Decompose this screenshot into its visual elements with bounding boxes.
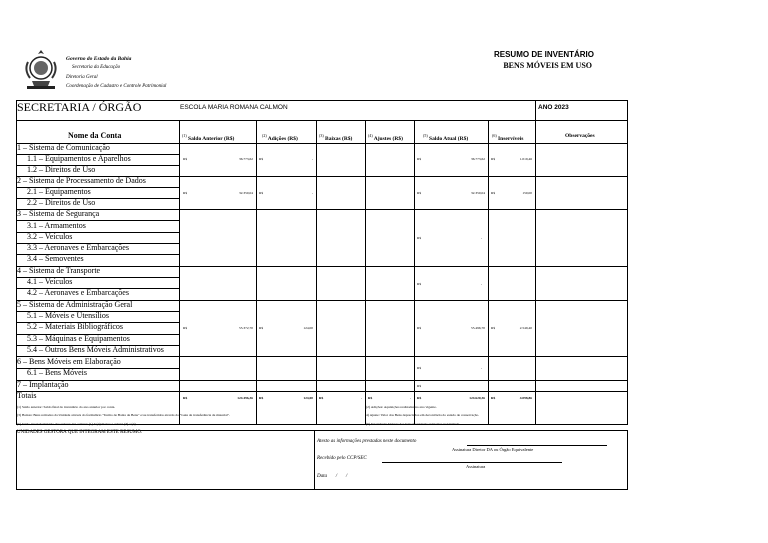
signature-line	[467, 445, 607, 446]
account-row: 3.3 – Aeronaves e Embarcações	[27, 243, 129, 252]
account-row: 5 – Sistema de Administração Geral	[17, 300, 133, 309]
signature-divider	[314, 430, 315, 490]
secretaria-value: ESCOLA MARIA ROMANA CALMON	[180, 104, 288, 111]
account-row: 5.2 – Materiais Bibliográficos	[27, 322, 123, 331]
atesto-label: Atesto as informações prestadas neste documento	[317, 439, 417, 444]
account-row: 3.2 – Veículos	[27, 232, 73, 241]
account-row: 2.1 – Equipamentos	[27, 187, 91, 196]
group-divider	[16, 209, 628, 210]
account-row: 3 – Sistema de Segurança	[17, 209, 100, 218]
directorate-name: Diretoria Geral	[66, 75, 98, 80]
account-row: 1.1 – Equipamentos e Aparelhos	[27, 154, 131, 163]
totals-label: Totais	[17, 391, 37, 400]
year-label: ANO 2023	[538, 104, 569, 111]
column-header-adicoes: $^{(2)}$ Adições (R$)	[262, 133, 298, 142]
column-header-saldo-anterior: $^{(1)}$ Saldo Anterior (R$)	[182, 133, 235, 142]
document-title: RESUMO DE INVENTÁRIO	[493, 50, 594, 59]
account-row: 6.1 – Bens Móveis	[27, 368, 87, 377]
footnote: (6) Inservíveis: Valores dos bens inservíveis existentes na Unidade.	[366, 422, 461, 426]
account-row: 4 – Sistema de Transporte	[17, 266, 101, 275]
group-divider	[16, 391, 628, 392]
secretaria-label: SECRETARIA / ÓRGÃO	[17, 100, 142, 114]
footnote: (2) Adições: Aquisições realizadas no ano vigente.	[366, 405, 437, 409]
account-row: 4.1 – Veículos	[27, 277, 73, 286]
account-row: 5.1 – Móveis e Utensílios	[27, 311, 109, 320]
account-row: 2 – Sistema de Processamento de Dados	[17, 176, 146, 185]
diretor-signature-caption: Assinatura Diretor DA ou Órgão Equivalente	[452, 447, 534, 452]
account-row: 3.1 – Armamentos	[27, 221, 86, 230]
column-header-nome: Nome da Conta	[68, 131, 122, 140]
signature-caption: Assinatura	[466, 464, 486, 469]
account-row: 7 – Implantação	[17, 380, 69, 389]
group-divider	[16, 266, 628, 267]
account-row: 5.4 – Outros Bens Móveis Administrativos	[27, 345, 164, 354]
account-row: 6 – Bens Móveis em Elaboração	[17, 357, 121, 366]
group-divider	[16, 380, 628, 381]
footnote: (5) Saldo atual: Somatório dos valores das colunas (1) + (2) menos a coluna (3) e (4).	[17, 422, 137, 426]
account-row: 1.2 – Direitos de Uso	[27, 165, 96, 174]
column-header-inserviveis: $^{(6)}$ Inservíveis	[492, 133, 524, 142]
data-label: Data / /	[317, 474, 348, 479]
column-header-ajustes: $^{(4)}$ Ajustes (R$)	[368, 133, 403, 142]
column-header-observacoes: Observações	[565, 133, 595, 139]
account-row: 3.4 – Semoventes	[27, 254, 84, 263]
footnote: (3) Baixas: Bens retirados da Unidade através do formulário "Termo de Baixa de Bens" e/ou transferidos através do "Guia de transferência de material".	[17, 413, 230, 417]
account-row: 5.3 – Máquinas e Equipamentos	[27, 334, 130, 343]
footnote: 4) Ajuste: Valor dos Bens depreciados em decorrência do estado de conservação.	[366, 413, 480, 417]
account-row: 2.2 – Direitos de Uso	[27, 198, 96, 207]
coordination-name: Coordenação de Cadastro e Controle Patrimonial	[66, 84, 167, 89]
document-subtitle: BENS MÓVEIS EM USO	[503, 61, 592, 70]
column-header-saldo-atual: $^{(5)}$ Saldo Atual (R$)	[423, 133, 469, 142]
signature-line	[382, 462, 562, 463]
recebido-label: Recebido pelo CCP/SEC	[317, 456, 367, 461]
column-header-baixas: $^{(3)}$ Baixas (R$)	[319, 133, 353, 142]
account-row: 1 – Sistema de Comunicação	[17, 143, 110, 152]
state-coat-of-arms-icon	[22, 48, 60, 92]
secretariat-name: Secretaria da Educação	[72, 65, 121, 70]
account-row: 4.2 – Aeronaves e Embarcações	[27, 288, 129, 297]
government-name: Governo do Estado da Bahia	[66, 56, 132, 62]
unidades-label: UNIDADES GESTORA QUE INTEGRAM ESTE RESUMO:	[17, 430, 143, 435]
footnote: (1) Saldo anterior: Saldo final do inventário do ano anterior por conta.	[17, 405, 116, 409]
